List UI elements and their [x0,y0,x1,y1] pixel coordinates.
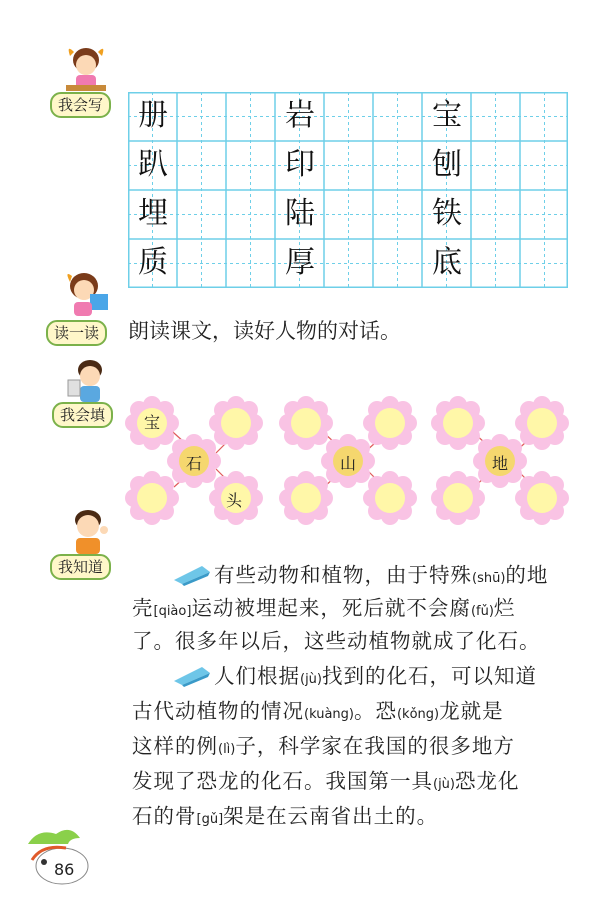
grid-char: 册 [138,98,168,133]
grid-char: 印 [285,147,315,182]
know-line: 人们根据(jù)找到的化石，可以知道 [214,664,537,688]
flower [514,470,570,526]
grid-char: 趴 [138,147,168,182]
flower-char: 石 [186,454,203,473]
read-instruction: 朗读课文，读好人物的对话。 [128,319,401,343]
writing-grid [128,92,568,288]
grid-char: 埋 [138,196,168,231]
grid-char: 岩 [285,98,315,133]
grid-char: 陆 [285,196,315,231]
flower-char: 宝 [144,413,161,432]
know-line: 壳[qiào]运动被埋起来，死后就不会腐(fǔ)烂 [132,596,516,620]
paragraph-marker-icon [172,663,212,687]
section-label-fill: 我会填 [52,402,113,428]
grid-char: 宝 [432,98,462,133]
know-line: 这样的例(lì)子，科学家在我国的很多地方 [132,734,515,758]
grid-char: 刨 [432,147,462,182]
paragraph-marker-icon [172,562,212,586]
grid-lines [128,92,568,288]
know-line: 石的骨[gǔ]架是在云南省出土的。 [132,804,439,828]
grid-char: 铁 [432,196,462,231]
know-line: 有些动物和植物，由于特殊(shū)的地 [214,563,549,587]
grid-char: 厚 [285,245,315,280]
grid-char: 底 [432,245,462,280]
grid-char: 质 [138,245,168,280]
flower [278,470,334,526]
section-label-read: 读一读 [46,320,107,346]
know-line: 发现了恐龙的化石。我国第一具(jù)恐龙化 [132,769,520,793]
section-label-know: 我知道 [50,554,111,580]
flower-char: 山 [340,454,357,473]
flower-char: 头 [226,491,243,510]
flower [362,470,418,526]
flower [124,470,180,526]
flower [430,470,486,526]
know-line: 古代动植物的情况(kuàng)。恐(kǒng)龙就是 [132,699,504,723]
know-line: 了。很多年以后，这些动植物就成了化石。 [132,629,541,653]
page-number: 86 [54,860,75,879]
flower-char: 地 [492,454,509,473]
section-label-write: 我会写 [50,92,111,118]
